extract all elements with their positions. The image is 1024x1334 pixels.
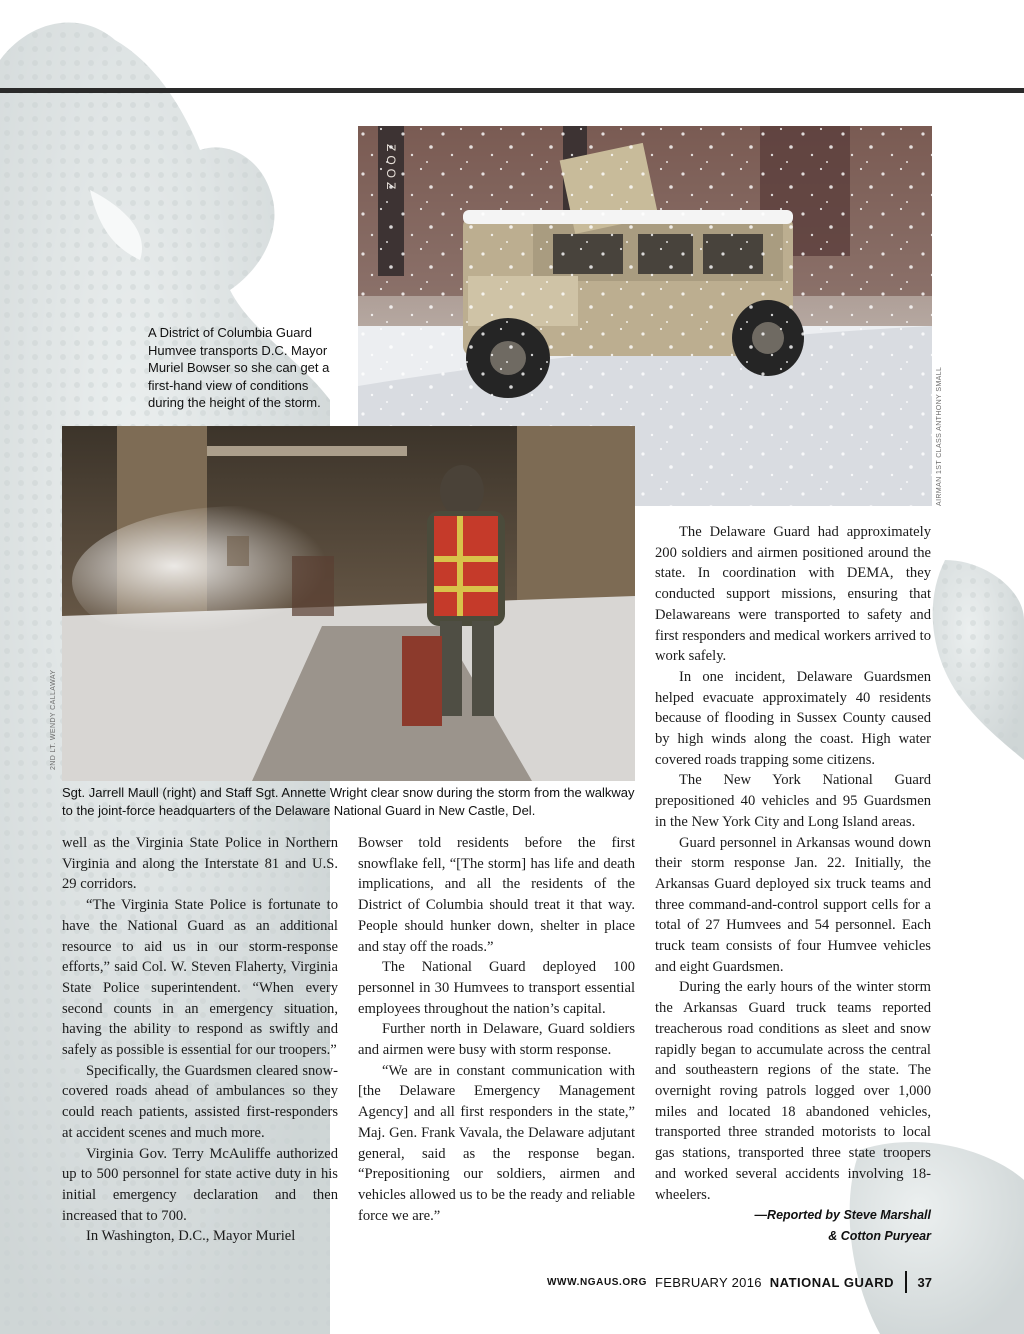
photo-caption-top: A District of Columbia Guard Humvee transports D.C. Mayor Muriel Bowser so she can get a first-hand view of conditions during the height of the storm.: [148, 325, 330, 410]
photo-credit-top: AIRMAN 1ST CLASS ANTHONY SMALL: [936, 366, 943, 506]
byline-line-1: —Reported by Steve Marshall: [754, 1208, 931, 1223]
paragraph: The Delaware Guard had approximately 200 soldiers and airmen positioned around the state. In coordination with DEMA, they conducted support missions, ensuring that Delawareans were transported to safety and first responders and medical workers arrived to work safely.: [655, 524, 931, 665]
article-column-1: [62, 833, 338, 1247]
footer-website: WWW.NGAUS.ORG: [547, 1276, 648, 1288]
paragraph: “The Virginia State Police is fortunate to have the National Guard as an additional resource to aid us in our storm-response efforts,” said Col. W. Steven Flaherty, Virginia State Police superintendent. “When every second counts in an emergency situation, having the ability to respond as swiftly and safely as possible is essential for our troopers.”: [62, 897, 338, 1059]
paragraph: Specifically, the Guardsmen cleared snow-covered roads ahead of ambulances so they could reach patients, assisted first-responders at accident scenes and much more.: [62, 1062, 338, 1141]
paragraph: well as the Virginia State Police in Northern Virginia and along the Interstate 81 and U.S. 29 corridors.: [62, 835, 338, 893]
article-column-2: [358, 833, 635, 1226]
photo-caption-bottom: Sgt. Jarrell Maull (right) and Staff Sgt. Annette Wright clear snow during the storm from the walkway to the joint-force headquarters of the Delaware National Guard in New Castle, Del.: [62, 785, 635, 818]
footer-divider: [905, 1271, 907, 1293]
paragraph: Bowser told residents before the first snowflake fell, “[The storm] has life and death implications, and all the residents of the District of Columbia should treat it that way. People should hunker down, shelter in place and stay off the roads.”: [358, 835, 635, 955]
paragraph: In one incident, Delaware Guardsmen helped evacuate approximately 40 residents because of flooding in Sussex County caused by high winds along the coast. High water covered roads trapping some citizens.: [655, 668, 931, 768]
photo-credit-bottom: 2ND LT. WENDY CALLAWAY: [50, 669, 57, 770]
paragraph: The New York National Guard prepositioned 40 vehicles and 95 Guardsmen in the New York City and Long Island areas.: [655, 772, 931, 830]
snowblower-photo: [62, 426, 635, 781]
footer-magazine-name: NATIONAL GUARD: [769, 1274, 895, 1290]
page-number: 37: [917, 1274, 932, 1290]
paragraph: The National Guard deployed 100 personnel in 30 Humvees to transport essential employees throughout the nation’s capital.: [358, 959, 635, 1017]
paragraph: “We are in constant communication with [the Delaware Emergency Management Agency] and all first responders in the state,” Maj. Gen. Frank Vavala, the Delaware adjutant general, said as the response began. “Prepositioning our soldiers, airmen and vehicles allowed us to be the ready and reliable force we are.”: [358, 1062, 635, 1224]
footer-issue-date: FEBRUARY 2016: [655, 1274, 762, 1290]
page-footer: [547, 1271, 932, 1293]
byline-line-2: & Cotton Puryear: [828, 1229, 931, 1244]
byline: [655, 1205, 931, 1247]
paragraph: In Washington, D.C., Mayor Muriel: [86, 1228, 296, 1245]
paragraph: Guard personnel in Arkansas wound down their storm response Jan. 22. Initially, the Arkansas Guard deployed six truck teams and three command-and-control support cells for a total of 27 Humvees and 54 personnel. Each truck team consists of four Humvee vehicles and eight Guardsmen.: [655, 834, 931, 975]
paragraph: Further north in Delaware, Guard soldiers and airmen were busy with storm response.: [358, 1021, 635, 1059]
paragraph: During the early hours of the winter storm the Arkansas Guard truck teams reported treacherous road conditions as sleet and snow rapidly began to accumulate across the central and southeastern regions of the state. The overnight roving patrols logged over 1,000 miles and located 18 abandoned vehicles, transported three stranded motorists to local gas stations, transported three state troopers and worked several accidents involving 18-wheelers.: [655, 979, 931, 1203]
article-column-3: [655, 522, 931, 1247]
top-rule: [0, 88, 1024, 93]
paragraph: Virginia Gov. Terry McAuliffe authorized up to 500 personnel for state active duty in his initial emergency declaration and then increased that to 700.: [62, 1145, 338, 1224]
